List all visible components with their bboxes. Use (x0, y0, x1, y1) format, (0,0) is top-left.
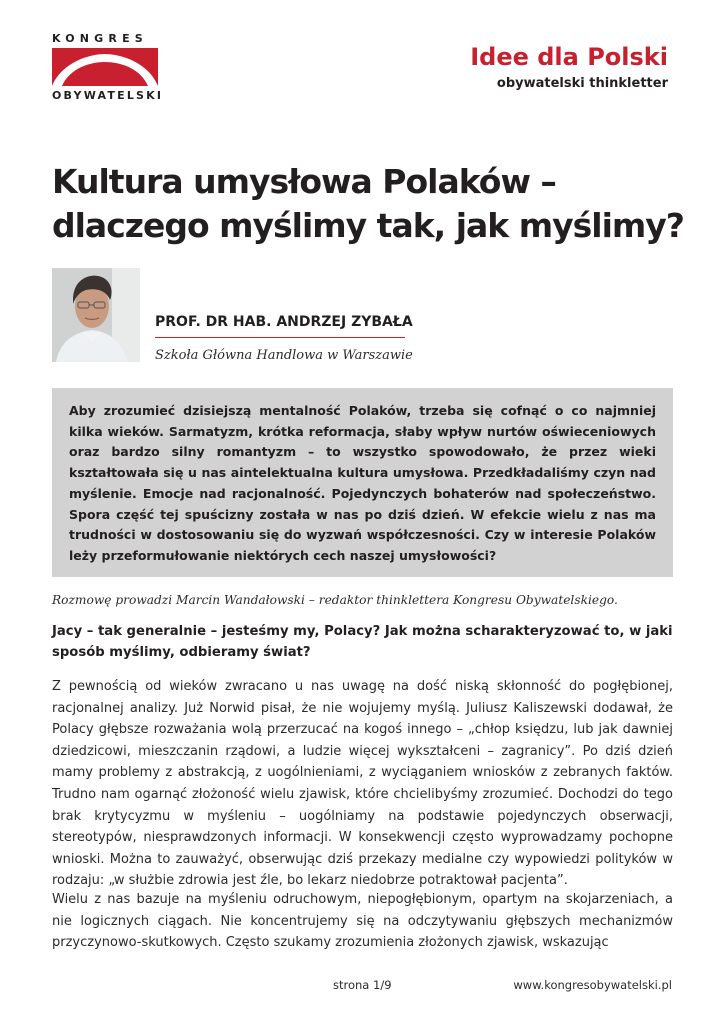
author-photo (52, 268, 140, 362)
body-paragraph-1: Z pewnością od wieków zwracano u nas uwagę na dość niską skłonność do pogłębionej, racjonalnej analizy. Już Norwid pisał, że nie wojujemy myślą. Juliusz Kaliszewski dodawał, że Polacy głębsze rozważania wolą przerzucać na kogoś innego – „chłop księdzu, lub jak dawniej dziedzicowi, mieszczanin rządowi, a ludzie więcej wykształceni – zagranicy”. Po dziś dzień mamy problemy z abstrakcją, z uogólnieniami, z wyciąganiem wniosków z zebranych faktów. Trudno nam ogarnąć złożoność wielu zjawisk, które chcielibyśmy zrozumieć. Dochodzi do tego brak krytycyzmu w myśleniu – uogólniamy na podstawie pojedynczych obserwacji, stereotypów, niesprawdzonych informacji. W konsekwencji często wyprowadzamy pochopne wnioski. Można to zauważyć, obserwując dziś przekazy medialne czy wypowiedzi polityków w rodzaju: „w służbie zdrowia jest źle, bo lekarz niedobrze potraktował pacjenta”. (52, 679, 673, 889)
page-number: strona 1/9 (333, 978, 392, 992)
author-block (155, 314, 413, 363)
article-title-line1: Kultura umysłowa Polaków – (52, 162, 556, 201)
logo-top-text: KONGRES (52, 32, 148, 45)
interview-question: Jacy – tak generalnie – jesteśmy my, Polacy? Jak można scharakteryzować to, w jaki sposób myślimy, odbieramy świat? (52, 624, 673, 660)
brand-subtitle: obywatelski thinkletter (496, 76, 668, 91)
article-title-line2: dlaczego myślimy tak, jak myślimy? (52, 206, 684, 245)
body-paragraph-2: Wielu z nas bazuje na myśleniu odruchowym, niepogłębionym, opartym na skojarzeniach, a nie logicznych ciągach. Nie koncentrujemy się na odczytywaniu głębszych mechanizmów przyczynowo-skutkowych. Często szukamy zrozumienia złożonych zjawisk, wskazując (52, 892, 673, 951)
article-title (52, 160, 692, 248)
logo-bottom-text: OBYWATELSKI (52, 89, 164, 102)
interviewer-note: Rozmowę prowadzi Marcin Wandałowski – redaktor thinklettera Kongresu Obywatelskiego. (52, 593, 618, 607)
website-link[interactable]: www.kongresobywatelski.pl (513, 978, 672, 992)
lead-box (52, 388, 673, 577)
arch-logo-icon (52, 48, 158, 86)
author-name: PROF. DR HAB. ANDRZEJ ZYBAŁA (155, 314, 405, 338)
author-affiliation: Szkoła Główna Handlowa w Warszawie (155, 348, 413, 363)
lead-text: Aby zrozumieć dzisiejszą mentalność Polaków, trzeba się cofnąć o co najmniej kilka wieków. Sarmatyzm, krótka reformacja, słaby wpływ nurtów oświeceniowych oraz bardzo silny romantyzm – to wszystko spowodowało, że przez wieki kształtowała się u nas aintelektualna kultura umysłowa. Przedkładaliśmy czyn nad myślenie. Emocje nad racjonalność. Pojedynczych bohaterów nad społeczeństwo. Spora część tej spuścizny została w nas po dziś dzień. W efekcie wielu z nas ma trudności w dostosowaniu się do wyzwań współczesności. Czy w interesie Polaków leży przeformułowanie niektórych cech naszej umysłowości? (69, 403, 656, 563)
author-portrait-icon (52, 268, 140, 362)
thinkletter-brand (470, 42, 668, 91)
brand-title: Idee dla Polski (470, 43, 668, 71)
kongres-logo (52, 32, 164, 102)
